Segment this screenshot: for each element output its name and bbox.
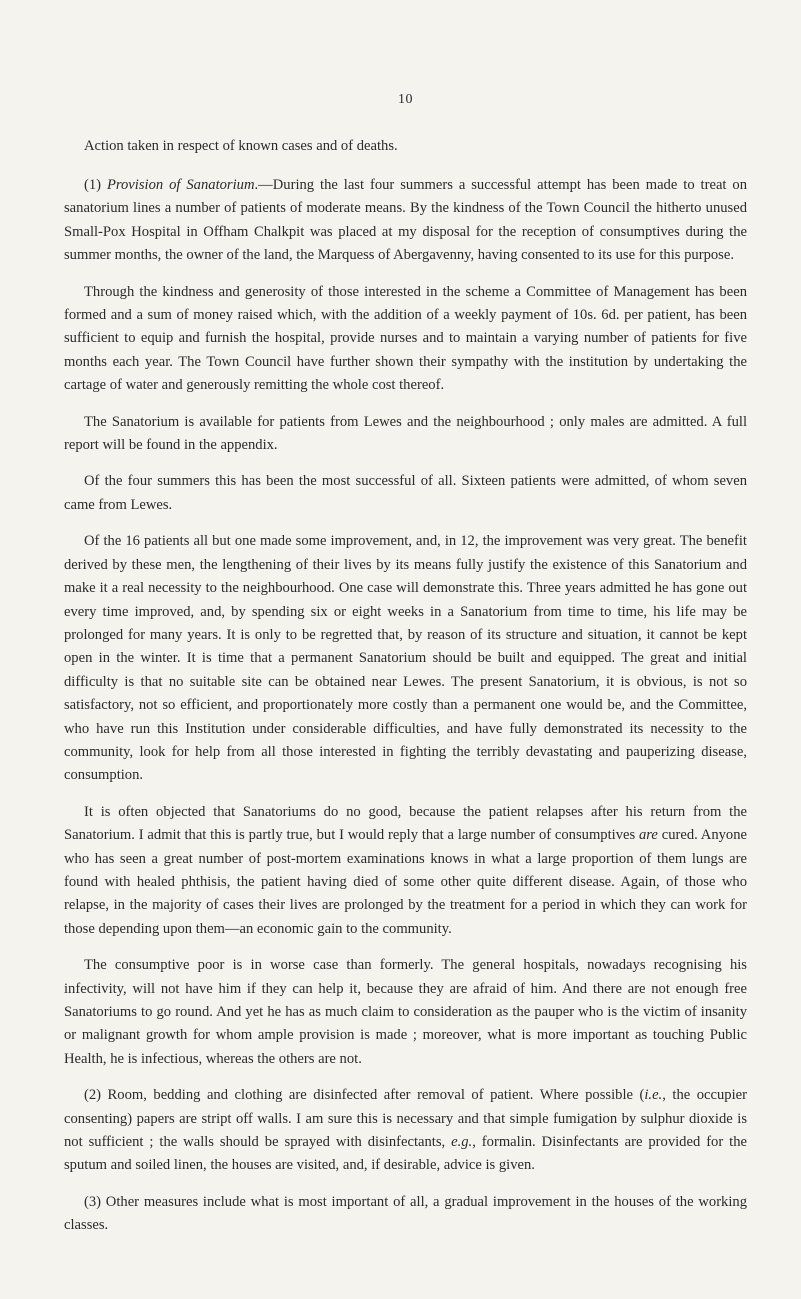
paragraph-disinfection [64, 1084, 747, 1178]
paragraph-text: .—During the last four summers a successful attempt has been made to treat on sanatorium lines a number of patients of moderate means. By the kindness of the Town Council the hitherto unused Small-Pox Hospital in Offham Chalkpit was placed at my disposal for the reception of consumptives during the summer months, the owner of the land, the Marquess of Abergavenny, having consented to its use for this purpose. [64, 177, 747, 264]
paragraph-text: (2) Room, bedding and clothing are disinfected after removal of patient. Where possible ( [84, 1087, 645, 1104]
item-title: Provision of Sanatorium [106, 177, 255, 193]
paragraph-text: It is often objected that Sanatoriums do no good, because the patient relapses after his return from the Sanatorium. I admit that this is partly true, but I would reply that a large number of consumptives [64, 803, 747, 844]
abbreviation-ie: i.e. [644, 1087, 663, 1104]
paragraph-consumptive-poor: The consumptive poor is in worse case than formerly. The general hospitals, nowadays recognising his infectivity, will not have him if they can help it, because they are afraid of him. And there are not enough free Sanatoriums to go round. And yet he has as much claim to consideration as the pauper who is the victim of insanity or malignant growth for whom ample provision is made ; moreover, what is more important as touching Public Health, he is infectious, whereas the others are not. [64, 957, 747, 1067]
paragraph-provision-of-sanatorium [64, 174, 747, 268]
emphasis-text: are [638, 827, 658, 844]
abbreviation-eg: e.g. [451, 1134, 473, 1151]
section-heading: Action taken in respect of known cases and of deaths. [84, 138, 398, 154]
page-number: 10 [398, 92, 413, 107]
item-number: (1) [84, 177, 107, 193]
paragraph-other-measures: (3) Other measures include what is most important of all, a gradual improvement in the houses of the working classes. [64, 1193, 747, 1234]
paragraph-objections [64, 801, 747, 941]
paragraph-text: , formalin. Disinfectants are provided for the sputum and soiled linen, the houses are visited, and, if desirable, advice is given. [64, 1134, 747, 1174]
paragraph-text: , the occupier consenting) papers are stript off walls. I am sure this is necessary and that simple fumigation by sulphur dioxide is not sufficient ; the walls should be sprayed with disinfectants, [64, 1087, 747, 1151]
paragraph-committee: Through the kindness and generosity of those interested in the scheme a Committee of Management has been formed and a sum of money raised which, with the addition of a weekly payment of 10s. 6d. per patient, has been sufficient to equip and furnish the hospital, provide nurses and to maintain a varying number of patients for five months each year. The Town Council have further shown their sympathy with the institution by undertaking the cartage of water and generously remitting the whole cost thereof. [64, 283, 747, 394]
paragraph-availability: The Sanatorium is available for patients from Lewes and the neighbourhood ; only males are admitted. A full report will be found in the appendix. [64, 413, 747, 454]
paragraph-text: cured. Anyone who has seen a great number of post-mortem examinations knows in what a large proportion of them lungs are found with healed phthisis, the patient having died of some other quite different disease. Again, of those who relapse, in the majority of cases their lives are prolonged by the treatment for a period in which they can work for those depending upon them—an economic gain to the community. [64, 827, 747, 937]
paragraph-four-summers: Of the four summers this has been the most successful of all. Sixteen patients were admitted, of whom seven came from Lewes. [64, 473, 747, 513]
paragraph-patient-outcomes: Of the 16 patients all but one made some improvement, and, in 12, the improvement was very great. The benefit derived by these men, the lengthening of their lives by its means fully justify the existence of this Sanatorium and make it a real necessity to the neighbourhood. One case will demonstrate this. Three years admitted he has gone out every time improved, and, by spending six or eight weeks in a Sanatorium from time to time, his life may be prolonged for many years. It is only to be regretted that, by reason of its structure and situation, it cannot be kept open in the winter. It is time that a permanent Sanatorium should be built and equipped. The great and initial difficulty is that no suitable site can be obtained near Lewes. The present Sanatorium, it is obvious, is not so satisfactory, not so efficient, and proportionately more costly than a permanent one would be, and the Committee, who have run this Institution under considerable difficulties, and have fully demonstrated its necessity to the community, look for help from all those interested in fighting the terribly devastating and pauperizing disease, consumption. [64, 533, 747, 784]
